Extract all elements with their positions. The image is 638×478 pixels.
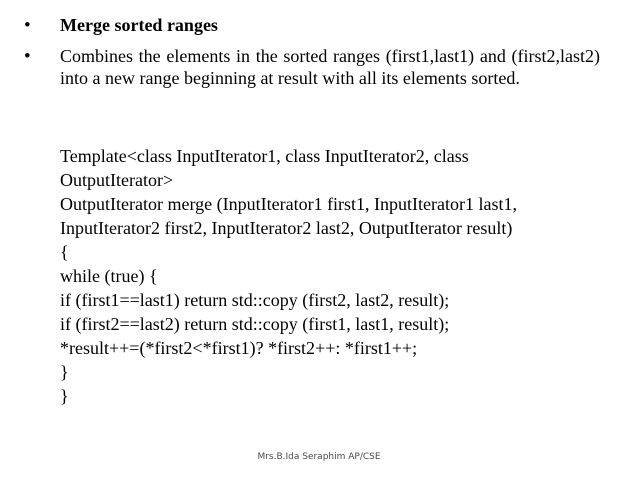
code-block [60,144,620,408]
code-line: *result++=(*first2<*first1)? *first2++: *first1++; [60,338,418,358]
bullet-dot-icon: • [24,15,31,36]
code-line: OutputIterator> [60,170,174,190]
slide-heading: Merge sorted ranges [60,15,218,35]
code-line: } [60,362,69,382]
code-line: Template<class InputIterator1, class InputIterator2, class [60,146,469,166]
bullet-description: Combines the elements in the sorted ranges (first1,last1) and (first2,last2) into a new range beginning at result with all its elements sorted. [60,46,600,88]
code-line: if (first2==last2) return std::copy (first1, last1, result); [60,314,450,334]
code-line: if (first1==last1) return std::copy (first2, last2, result); [60,290,450,310]
code-line: InputIterator2 first2, InputIterator2 last2, OutputIterator result) [60,218,513,238]
code-line: } [60,386,69,406]
code-line: while (true) { [60,266,158,286]
bullet-item-description [24,45,604,89]
bullet-item-title [24,14,604,37]
code-line: { [60,242,69,262]
code-line: OutputIterator merge (InputIterator1 first1, InputIterator1 last1, [60,194,518,214]
bullet-dot-icon: • [24,46,31,67]
slide-footer: Mrs.B.Ida Seraphim AP/CSE [257,452,381,462]
